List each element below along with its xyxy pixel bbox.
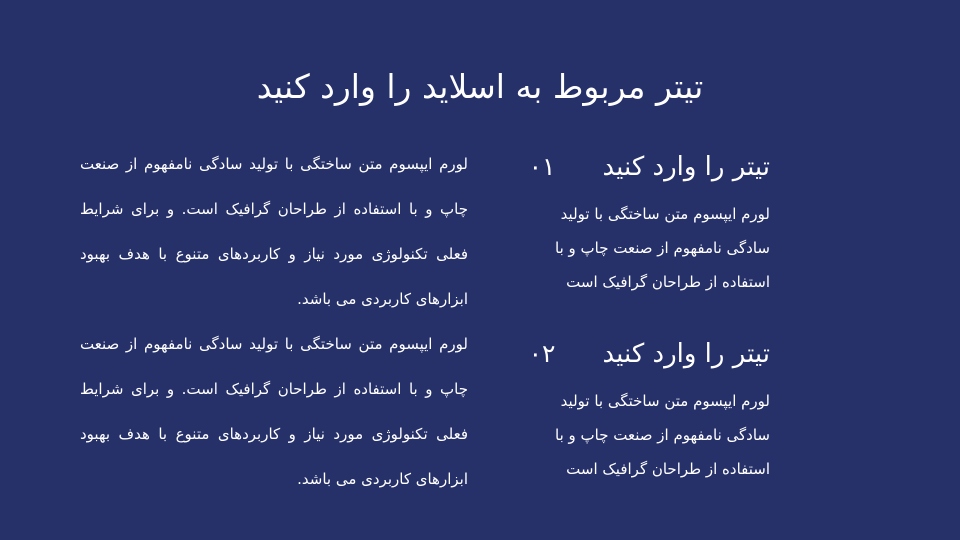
item-header [520, 330, 770, 378]
slide-title: تیتر مربوط به اسلاید را وارد کنید [256, 67, 704, 106]
numbered-item-1 [520, 143, 770, 299]
item-title: تیتر را وارد کنید [602, 339, 770, 369]
body-paragraph-1: لورم ایپسوم متن ساختگی با تولید سادگی نامفهوم از صنعت چاپ و با استفاده از طراحان گرافیک است. و برای شرایط فعلی تکنولوژی مورد نیاز و کاربردهای متنوع با هدف بهبود ابزارهای کاربردی می باشد. [80, 155, 468, 308]
item-description: لورم ایپسوم متن ساختگی با تولید سادگی نامفهوم از صنعت چاپ و با استفاده از طراحان گرافیک است [555, 392, 770, 478]
item-header [520, 143, 770, 191]
numbered-item-2 [520, 330, 770, 486]
item-description: لورم ایپسوم متن ساختگی با تولید سادگی نامفهوم از صنعت چاپ و با استفاده از طراحان گرافیک است [555, 205, 770, 291]
body-text [80, 142, 468, 502]
item-number: ۰۲ [528, 339, 556, 368]
item-title: تیتر را وارد کنید [602, 152, 770, 182]
body-paragraph-2: لورم ایپسوم متن ساختگی با تولید سادگی نامفهوم از صنعت چاپ و با استفاده از طراحان گرافیک است. و برای شرایط فعلی تکنولوژی مورد نیاز و کاربردهای متنوع با هدف بهبود ابزارهای کاربردی می باشد. [80, 335, 468, 488]
item-number: ۰۱ [528, 152, 556, 181]
